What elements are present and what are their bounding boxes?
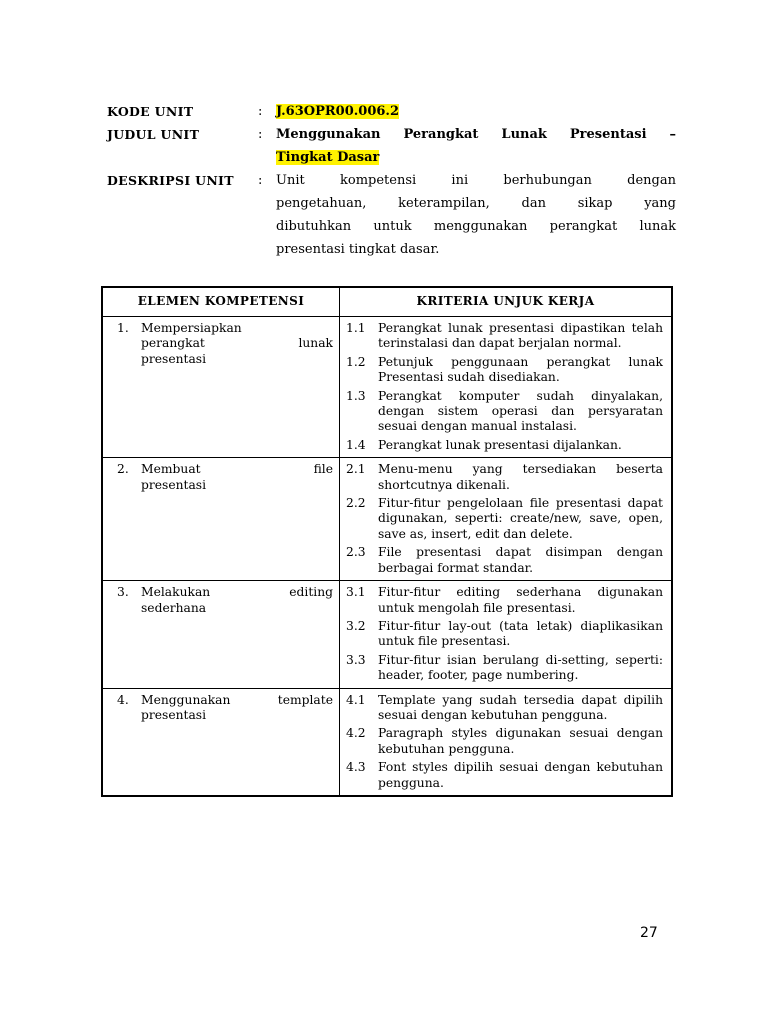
deskripsi-unit-label: DESKRIPSI UNIT	[107, 173, 234, 188]
criteria-number: 1.4	[346, 437, 366, 452]
criteria-text: Perangkat komputer sudah dinyalakan, dengan sistem operasi dan persyaratan sesuai dengan manual instalasi.	[378, 388, 663, 434]
table-row	[102, 458, 672, 581]
criteria-number: 2.3	[346, 545, 366, 560]
criteria-number: 4.1	[346, 692, 366, 707]
header-kriteria: KRITERIA UNJUK KERJA	[340, 287, 673, 317]
competency-table	[101, 286, 673, 797]
criteria-item	[346, 462, 663, 493]
judul-unit-label: JUDUL UNIT	[107, 127, 200, 142]
criteria-number: 1.2	[346, 354, 366, 369]
element-text: presentasi	[141, 477, 207, 492]
element-cell	[102, 581, 340, 688]
criteria-number: 3.2	[346, 618, 366, 633]
criteria-text: Perangkat lunak presentasi dipastikan telah terinstalasi dan dapat berjalan normal.	[378, 321, 663, 351]
criteria-number: 1.1	[346, 321, 366, 335]
element-text: Menggunakan template	[141, 692, 333, 707]
criteria-item	[346, 653, 663, 684]
criteria-text: Fitur-fitur pengelolaan file presentasi dapat digunakan, seperti: create/new, save, open, save as, insert, edit dan delete.	[378, 496, 663, 541]
criteria-item	[346, 726, 663, 757]
table-row	[102, 581, 672, 688]
criteria-item	[346, 355, 663, 386]
element-number: 3.	[117, 585, 129, 600]
table-row	[102, 688, 672, 796]
criteria-text: Paragraph styles digunakan sesuai dengan kebutuhan pengguna.	[378, 726, 663, 756]
criteria-item	[346, 496, 663, 542]
header-elemen: ELEMEN KOMPETENSI	[102, 287, 340, 317]
criteria-text: Fitur-fitur editing sederhana digunakan untuk mengolah file presentasi.	[378, 585, 663, 615]
criteria-number: 2.2	[346, 496, 366, 511]
judul-colon: :	[258, 127, 263, 142]
table-header-row	[102, 287, 672, 317]
criteria-text: File presentasi dapat disimpan dengan berbagai format standar.	[378, 545, 663, 575]
criteria-number: 4.2	[346, 726, 366, 741]
criteria-item	[346, 321, 663, 352]
deskripsi-line: dibutuhkan untuk menggunakan perangkat lunak	[276, 219, 676, 234]
element-number: 2.	[117, 462, 129, 477]
criteria-item	[346, 693, 663, 724]
element-text: presentasi	[141, 351, 207, 366]
element-text: Melakukan editing	[141, 585, 333, 600]
page-number: 27	[640, 925, 658, 941]
deskripsi-line: pengetahuan, keterampilan, dan sikap yang	[276, 196, 676, 211]
criteria-item	[346, 760, 663, 791]
criteria-text: Template yang sudah tersedia dapat dipilih sesuai dengan kebutuhan pengguna.	[378, 692, 663, 722]
element-text: perangkat lunak	[141, 336, 333, 351]
criteria-number: 3.1	[346, 585, 366, 600]
criteria-text: Petunjuk penggunaan perangkat lunak Presentasi sudah disediakan.	[378, 354, 663, 385]
deskripsi-line: Unit kompetensi ini berhubungan dengan	[276, 173, 676, 188]
element-cell	[102, 458, 340, 581]
kode-colon: :	[258, 104, 263, 119]
deskripsi-colon: :	[258, 173, 263, 188]
element-text: Membuat file	[141, 462, 333, 477]
judul-unit-line1: Menggunakan Perangkat Lunak Presentasi –	[276, 127, 676, 142]
element-text: Mempersiapkan	[141, 321, 242, 335]
criteria-cell	[340, 581, 673, 688]
criteria-cell	[340, 458, 673, 581]
criteria-text: Perangkat lunak presentasi dijalankan.	[378, 437, 622, 452]
criteria-item	[346, 585, 663, 616]
kode-unit-value: J.63OPR00.006.2	[276, 104, 399, 119]
table-row	[102, 317, 672, 458]
judul-unit-line2: Tingkat Dasar	[276, 150, 380, 165]
criteria-number: 2.1	[346, 462, 366, 477]
kode-unit-label: KODE UNIT	[107, 104, 194, 119]
element-cell	[102, 688, 340, 796]
criteria-item	[346, 389, 663, 435]
criteria-number: 3.3	[346, 652, 366, 667]
criteria-item	[346, 545, 663, 576]
criteria-text: Menu-menu yang tersediakan beserta shortcutnya dikenali.	[378, 462, 663, 492]
criteria-text: Fitur-fitur isian berulang di-setting, seperti: header, footer, page numbering.	[378, 652, 663, 683]
element-number: 1.	[117, 321, 129, 335]
criteria-text: Font styles dipilih sesuai dengan kebutuhan pengguna.	[378, 760, 663, 790]
element-number: 4.	[117, 692, 129, 707]
criteria-number: 4.3	[346, 760, 366, 775]
criteria-cell	[340, 317, 673, 458]
criteria-item	[346, 438, 663, 453]
criteria-number: 1.3	[346, 388, 366, 403]
criteria-text: Fitur-fitur lay-out (tata letak) diaplikasikan untuk file presentasi.	[378, 618, 663, 649]
element-text: presentasi	[141, 707, 207, 722]
deskripsi-line: presentasi tingkat dasar.	[276, 242, 440, 257]
criteria-item	[346, 619, 663, 650]
element-cell	[102, 317, 340, 458]
element-text: sederhana	[141, 600, 207, 615]
criteria-cell	[340, 688, 673, 796]
